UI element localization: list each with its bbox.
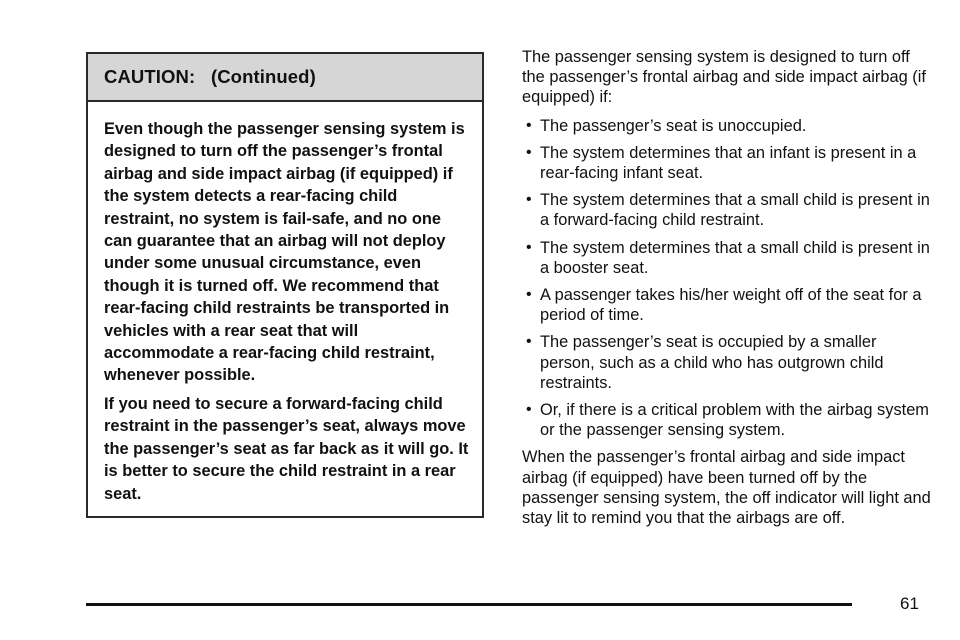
list-item [522, 143, 934, 183]
list-item [522, 116, 934, 136]
footer-divider [86, 603, 852, 606]
list-item-text: The system determines that a small child is present in a forward-facing child restraint. [540, 191, 930, 230]
caution-box [86, 52, 484, 518]
bullet-icon: • [526, 401, 532, 419]
list-item-text: The system determines that an infant is present in a rear-facing infant seat. [540, 143, 917, 183]
list-item [522, 400, 934, 440]
page-number: 61 [900, 594, 919, 613]
caution-body [88, 102, 482, 505]
intro-paragraph: The passenger sensing system is designed to turn off the passenger’s frontal airbag and side impact airbag (if equipped) if: [522, 48, 926, 107]
bullet-icon: • [526, 116, 532, 134]
list-item-text: A passenger takes his/her weight off of the seat for a period of time. [540, 286, 922, 325]
list-item [522, 238, 934, 278]
bullet-icon: • [526, 191, 532, 209]
list-item [522, 190, 934, 230]
caution-title: CAUTION: (Continued) [104, 66, 316, 87]
list-item [522, 332, 934, 393]
condition-list [522, 116, 934, 441]
caution-paragraph: If you need to secure a forward-facing child restraint in the passenger’s seat, always move the passenger’s seat as far back as it will go. It is better to secure the child restraint in a rear seat. [104, 394, 469, 503]
bullet-icon: • [526, 333, 532, 351]
list-item-text: Or, if there is a critical problem with the airbag system or the passenger sensing system. [540, 401, 929, 440]
bullet-icon: • [526, 286, 532, 304]
caution-paragraph: Even though the passenger sensing system is designed to turn off the passenger’s frontal airbag and side impact airbag (if equipped) if the system detects a rear-facing child restraint, no system is fail-safe, and no one can guarantee that an airbag will not deploy under some unusual circumstance, even though it is turned off. We recommend that rear-facing child restraints be transported in vehicles with a rear seat that will accommodate a rear-facing child restraint, whenever possible. [104, 120, 465, 385]
caution-header [88, 54, 482, 102]
list-item [522, 285, 934, 325]
list-item-text: The passenger’s seat is unoccupied. [540, 116, 807, 135]
list-item-text: The passenger’s seat is occupied by a smaller person, such as a child who has outgrown child restraints. [540, 333, 884, 392]
list-item-text: The system determines that a small child is present in a booster seat. [540, 238, 930, 277]
closing-paragraph: When the passenger’s frontal airbag and side impact airbag (if equipped) have been turned off by the passenger sensing system, the off indicator will light and stay lit to remind you that the airbags are off. [522, 448, 931, 528]
main-text-column [522, 47, 934, 528]
bullet-icon: • [526, 238, 532, 256]
bullet-icon: • [526, 143, 532, 161]
